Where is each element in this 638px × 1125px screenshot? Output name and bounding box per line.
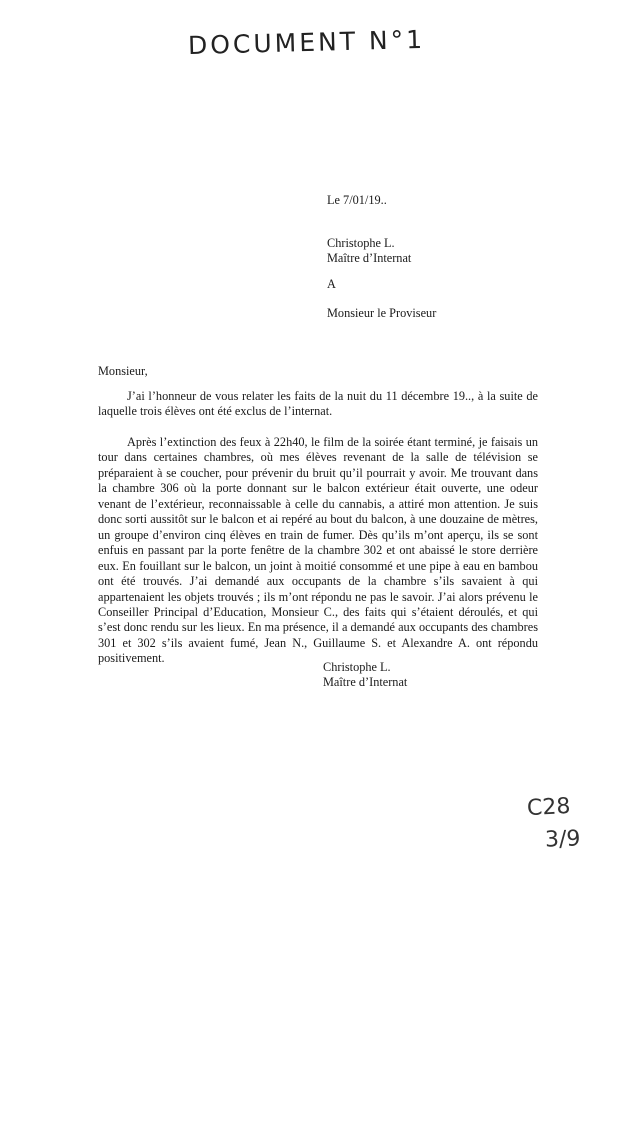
recipient: Monsieur le Proviseur [327,306,437,320]
sender-role: Maître d’Internat [327,251,412,266]
document-title: DOCUMENT N°1 [187,24,426,61]
body-paragraph-1: J’ai l’honneur de vous relater les faits de la nuit du 11 décembre 19.., à la suite de laquelle trois élèves ont été exclus de l’internat. [98,389,538,419]
sender-name: Christophe L. [327,236,395,250]
signature-block [323,660,407,690]
signature-role: Maître d’Internat [323,675,408,690]
salutation: Monsieur, [98,364,148,378]
to-marker: A [327,277,336,291]
reference-annotation: C28 [526,793,571,822]
letter-date: Le 7/01/19.. [327,193,387,207]
body-paragraph-2: Après l’extinction des feux à 22h40, le film de la soirée étant terminé, je faisais un tour dans certaines chambres, où mes élèves revenant de la salle de télévision se préparaient à se coucher, pour prévenir du bruit qu’il pourrait y avoir. Me trouvant dans la chambre 306 où la porte donnant sur le balcon extérieur était ouverte, une odeur venant de l’extérieur, reconnaissable à celle du cannabis, a attiré mon attention. Je suis donc sorti aussitôt sur le balcon et ai repéré au bout du balcon, à une douzaine de mètres, un groupe d’environ cinq élèves en train de fumer. Dès qu’ils m’ont aperçu, ils se sont enfuis en passant par la porte fenêtre de la chambre 302 et ont abaissé le store derrière eux. En fouillant sur le balcon, un joint à moitié consommé et une pipe à eau en bambou ont été trouvés. J’ai demandé aux occupants de la chambre s’ils savaient à qui appartenaient les objets trouvés ; ils m’ont répondu ne pas le savoir. J’ai alors prévenu le Conseiller Principal d’Education, Monsieur C., des faits qui s’étaient déroulés, et qui s’est donc rendu sur les lieux. En ma présence, il a demandé aux occupants des chambres 301 et 302 s’ils avaient fumé, Jean N., Guillaume S. et Alexandre A. ont répondu positivement. [98,435,538,666]
sender-block [327,236,411,266]
page-number-annotation: 3/9 [544,826,581,853]
signature-name: Christophe L. [323,660,391,674]
